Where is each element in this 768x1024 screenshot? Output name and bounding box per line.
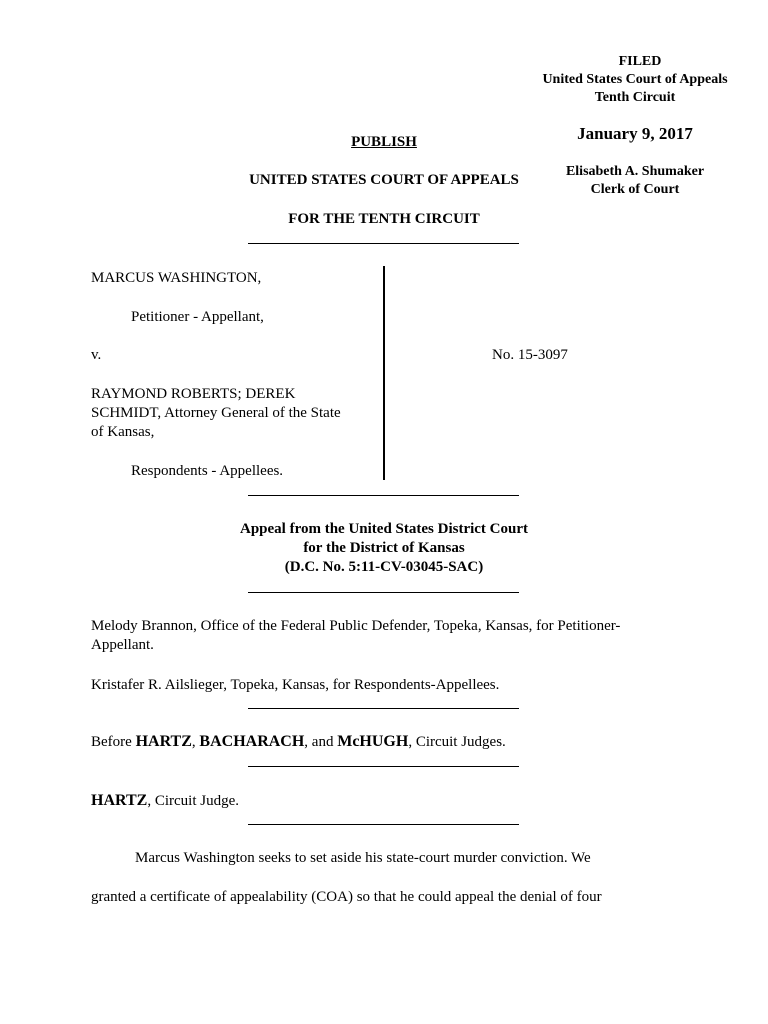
appellant-counsel-line1: Melody Brannon, Office of the Federal Public Defender, Topeka, Kansas, for Petitioner- bbox=[91, 618, 621, 634]
appellant-counsel-line2: Appellant. bbox=[91, 637, 154, 653]
publish-label: PUBLISH bbox=[351, 134, 417, 150]
circuit-name: FOR THE TENTH CIRCUIT bbox=[288, 211, 480, 227]
respondents-line2: SCHMIDT, Attorney General of the State bbox=[91, 405, 341, 421]
opinion-line1: Marcus Washington seeks to set aside his state-court murder conviction. We bbox=[135, 850, 591, 866]
judge-bacharach: BACHARACH bbox=[199, 733, 305, 750]
clerk-title: Clerk of Court bbox=[590, 182, 680, 197]
divider bbox=[248, 495, 519, 496]
divider bbox=[248, 708, 519, 709]
divider bbox=[248, 824, 519, 825]
filing-circuit: Tenth Circuit bbox=[594, 90, 676, 105]
caption-divider bbox=[383, 266, 385, 480]
panel-line bbox=[91, 733, 506, 751]
appeal-line3: (D.C. No. 5:11-CV-03045-SAC) bbox=[284, 559, 484, 575]
panel-sep2: , and bbox=[304, 734, 338, 750]
panel-before: Before bbox=[91, 734, 136, 750]
respondents-line3: of Kansas, bbox=[91, 424, 155, 440]
filed-label: FILED bbox=[618, 54, 662, 69]
author-suffix: , Circuit Judge. bbox=[147, 793, 239, 809]
opinion-line2: granted a certificate of appealability (COA) so that he could appeal the denial of four bbox=[91, 889, 602, 905]
petitioner-name: MARCUS WASHINGTON, bbox=[91, 270, 262, 286]
petitioner-role: Petitioner - Appellant, bbox=[131, 309, 264, 325]
versus: v. bbox=[91, 347, 102, 363]
clerk-name: Elisabeth A. Shumaker bbox=[565, 164, 705, 179]
panel-suffix: , Circuit Judges. bbox=[408, 734, 506, 750]
court-name: UNITED STATES COURT OF APPEALS bbox=[249, 172, 519, 188]
appellees-counsel: Kristafer R. Ailslieger, Topeka, Kansas, for Respondents-Appellees. bbox=[91, 677, 500, 693]
divider bbox=[248, 766, 519, 767]
respondents-role: Respondents - Appellees. bbox=[131, 463, 284, 479]
case-number: No. 15-3097 bbox=[492, 347, 568, 363]
judge-hartz: HARTZ bbox=[135, 733, 192, 750]
judge-mchugh: McHUGH bbox=[337, 733, 409, 750]
author-name: HARTZ bbox=[91, 792, 148, 809]
respondents-line1: RAYMOND ROBERTS; DEREK bbox=[91, 386, 296, 402]
panel-sep1: , bbox=[191, 734, 200, 750]
divider bbox=[248, 592, 519, 593]
filing-date: January 9, 2017 bbox=[577, 124, 693, 143]
appeal-line1: Appeal from the United States District Court bbox=[239, 521, 529, 537]
divider bbox=[248, 243, 519, 244]
author-line bbox=[91, 792, 239, 810]
filing-court: United States Court of Appeals bbox=[542, 72, 728, 87]
appeal-line2: for the District of Kansas bbox=[303, 540, 465, 556]
